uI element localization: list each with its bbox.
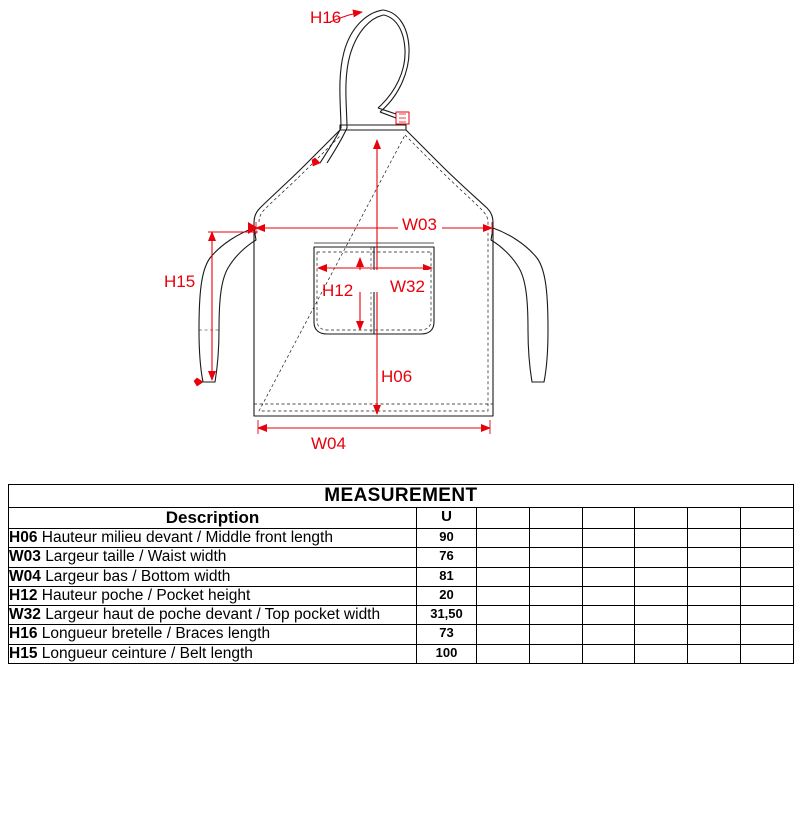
measurement-table-wrapper <box>8 484 792 664</box>
row-empty-2 <box>529 567 582 586</box>
row-description <box>9 586 417 605</box>
row-code: H06 <box>9 529 38 546</box>
row-empty-3 <box>582 586 635 605</box>
row-empty-3 <box>582 606 635 625</box>
row-empty-6 <box>740 586 793 605</box>
row-empty-5 <box>688 586 741 605</box>
row-empty-1 <box>477 625 530 644</box>
row-empty-1 <box>477 567 530 586</box>
table-row <box>9 606 794 625</box>
dimension-label-W03: W03 <box>402 215 437 234</box>
row-description <box>9 567 417 586</box>
row-empty-4 <box>635 644 688 663</box>
row-empty-2 <box>529 548 582 567</box>
row-value: 90 <box>417 529 477 548</box>
header-empty-3 <box>582 508 635 529</box>
row-code: H15 <box>9 644 38 662</box>
row-empty-1 <box>477 529 530 548</box>
row-value: 81 <box>417 567 477 586</box>
row-empty-6 <box>740 625 793 644</box>
dimension-label-W32: W32 <box>390 277 425 296</box>
row-empty-3 <box>582 567 635 586</box>
row-description-text: Largeur bas / Bottom width <box>45 567 231 585</box>
row-code: W32 <box>9 606 41 624</box>
row-empty-6 <box>740 606 793 625</box>
table-row <box>9 567 794 586</box>
row-empty-5 <box>688 548 741 567</box>
dimension-label-H12: H12 <box>322 281 354 300</box>
row-description-text: Hauteur poche / Pocket height <box>41 586 251 604</box>
row-description <box>9 548 417 567</box>
dimension-label-H15: H15 <box>164 272 196 291</box>
dimension-label-H06: H06 <box>381 367 413 386</box>
row-description-text: Largeur haut de poche devant / Top pocket width <box>45 606 381 624</box>
row-empty-5 <box>688 625 741 644</box>
row-empty-5 <box>688 567 741 586</box>
table-row <box>9 529 794 548</box>
row-description <box>9 644 417 663</box>
header-empty-6 <box>740 508 793 529</box>
row-empty-1 <box>477 548 530 567</box>
row-empty-1 <box>477 586 530 605</box>
row-empty-3 <box>582 529 635 548</box>
row-empty-4 <box>635 529 688 548</box>
row-empty-3 <box>582 644 635 663</box>
row-empty-6 <box>740 644 793 663</box>
row-empty-2 <box>529 586 582 605</box>
dimension-lines <box>208 12 492 434</box>
row-empty-5 <box>688 529 741 548</box>
measurement-table <box>8 484 794 664</box>
row-empty-2 <box>529 625 582 644</box>
table-row <box>9 625 794 644</box>
row-empty-1 <box>477 644 530 663</box>
table-title-row <box>9 485 794 508</box>
header-description: Description <box>9 508 417 529</box>
row-empty-3 <box>582 548 635 567</box>
row-empty-6 <box>740 529 793 548</box>
row-empty-1 <box>477 606 530 625</box>
table-title: MEASUREMENT <box>9 485 794 508</box>
table-row <box>9 586 794 605</box>
row-empty-2 <box>529 606 582 625</box>
header-unit: U <box>417 508 477 529</box>
row-code: H12 <box>9 586 38 604</box>
row-empty-2 <box>529 529 582 548</box>
header-empty-4 <box>635 508 688 529</box>
dimension-label-H16: H16 <box>310 8 342 27</box>
header-empty-1 <box>477 508 530 529</box>
row-code: H16 <box>9 625 38 643</box>
row-empty-4 <box>635 548 688 567</box>
table-row <box>9 644 794 663</box>
row-value: 76 <box>417 548 477 567</box>
header-empty-2 <box>529 508 582 529</box>
row-description-text: Longueur ceinture / Belt length <box>41 644 253 662</box>
row-description-text: Largeur taille / Waist width <box>45 548 227 566</box>
row-description <box>9 529 417 548</box>
row-empty-4 <box>635 567 688 586</box>
row-value: 20 <box>417 586 477 605</box>
row-value: 31,50 <box>417 606 477 625</box>
row-value: 100 <box>417 644 477 663</box>
header-empty-5 <box>688 508 741 529</box>
row-empty-4 <box>635 625 688 644</box>
row-empty-5 <box>688 644 741 663</box>
row-description <box>9 606 417 625</box>
apron-outline <box>194 10 548 416</box>
row-empty-6 <box>740 567 793 586</box>
table-header-row <box>9 508 794 529</box>
row-code: W03 <box>9 548 41 566</box>
row-empty-5 <box>688 606 741 625</box>
dimension-label-W04: W04 <box>311 434 346 453</box>
row-empty-4 <box>635 586 688 605</box>
row-description-text: Hauteur milieu devant / Middle front length <box>41 529 333 546</box>
row-empty-4 <box>635 606 688 625</box>
row-empty-2 <box>529 644 582 663</box>
row-code: W04 <box>9 567 41 585</box>
row-empty-6 <box>740 548 793 567</box>
row-description-text: Longueur bretelle / Braces length <box>41 625 271 643</box>
row-empty-3 <box>582 625 635 644</box>
table-row <box>9 548 794 567</box>
row-description <box>9 625 417 644</box>
row-value: 73 <box>417 625 477 644</box>
